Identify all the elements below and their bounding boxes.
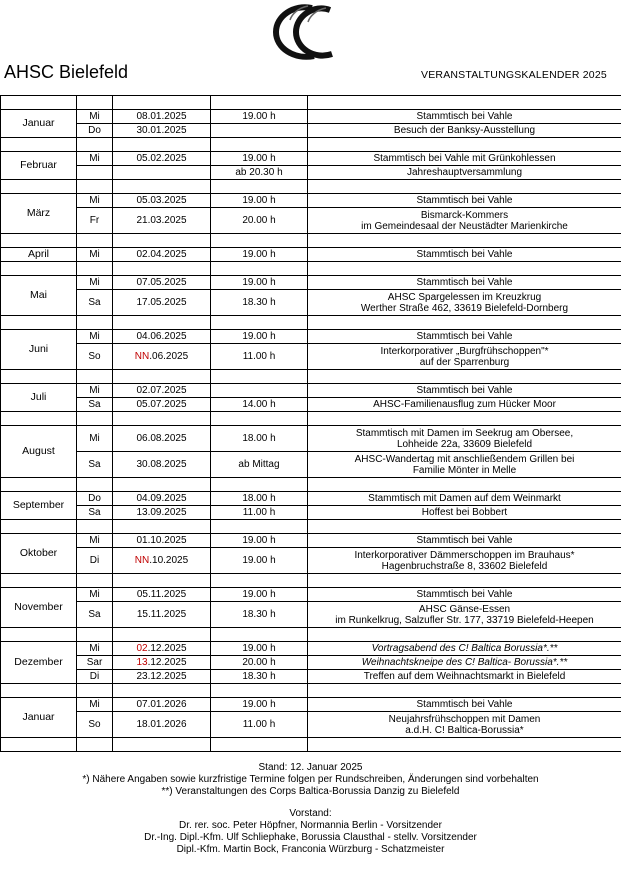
event-line: Interkorporativer Dämmerschoppen im Brauhaus* [354,549,575,561]
event-row [1,602,621,628]
weekday-cell [77,166,113,180]
event-line: auf der Sparrenburg [419,356,510,368]
weekday-cell: Do [77,124,113,138]
date-text: 05.11.2025 [136,589,187,600]
event-row [1,344,621,370]
date-cell [113,398,211,412]
event-row [1,698,621,712]
spacer-row [1,262,621,276]
weekday-cell: Mi [77,642,113,656]
board-member: Dr. rer. soc. Peter Höpfner, Normannia Berlin - Vorsitzender [179,820,442,831]
event-cell [308,642,621,656]
time-cell [211,124,308,138]
month-label: August [1,426,77,478]
event-row [1,506,621,520]
time-cell: 20.00 h [211,656,308,670]
time-cell: 19.00 h [211,548,308,574]
date-text: 01.10.2025 [136,535,187,546]
event-row [1,712,621,738]
date-cell [113,110,211,124]
date-text: 02.07.2025 [136,385,187,396]
event-cell [308,290,621,316]
date-text: 17.05.2025 [136,297,187,308]
spacer-row [1,234,621,248]
weekday-cell: Mi [77,698,113,712]
event-line: Stammtisch bei Vahle [416,589,513,600]
date-placeholder: NN [134,555,150,566]
weekday-cell: So [77,344,113,370]
spacer-row [1,478,621,492]
time-cell: 18.30 h [211,290,308,316]
event-line: Besuch der Banksy-Ausstellung [393,125,536,136]
event-line: Stammtisch bei Vahle mit Grünkohlessen [373,153,556,164]
weekday-cell: Mi [77,110,113,124]
date-text: 30.01.2025 [136,125,187,136]
date-text: 02.04.2025 [136,249,187,260]
date-text: 07.05.2025 [136,277,187,288]
time-cell: 20.00 h [211,208,308,234]
time-cell: 11.00 h [211,344,308,370]
date-cell [113,698,211,712]
event-line: AHSC-Familienausflug zum Hücker Moor [373,399,556,410]
time-cell: ab 20.30 h [211,166,308,180]
date-text: 06.08.2025 [136,433,187,444]
event-cell [308,534,621,548]
event-cell [308,670,621,684]
event-row [1,276,621,290]
weekday-cell: Mi [77,276,113,290]
spacer-row [1,520,621,534]
date-cell [113,384,211,398]
event-row [1,208,621,234]
date-text: .10.2025 [149,555,189,566]
event-row [1,110,621,124]
event-line: Stammtisch bei Vahle [416,111,513,122]
date-placeholder: 13 [136,657,148,668]
footer [0,762,621,856]
date-text: 08.01.2025 [136,111,187,122]
date-cell [113,712,211,738]
event-row [1,548,621,574]
weekday-cell: Sa [77,602,113,628]
event-row [1,588,621,602]
time-cell: 18.30 h [211,670,308,684]
weekday-cell: Sa [77,506,113,520]
weekday-cell: Sa [77,398,113,412]
month-label: Juli [1,384,77,412]
time-cell: 18.00 h [211,426,308,452]
date-text: 05.07.2025 [136,399,187,410]
spacer-row [1,316,621,330]
event-line: Interkorporativer „Burgfrühschoppen"* [380,345,549,357]
date-cell [113,642,211,656]
weekday-cell: Sar [77,656,113,670]
date-cell [113,124,211,138]
date-text: 30.08.2025 [136,459,187,470]
event-cell [308,166,621,180]
date-cell [113,344,211,370]
spacer-row [1,738,621,752]
event-row [1,330,621,344]
date-text: 04.06.2025 [136,331,187,342]
date-text: 07.01.2026 [136,699,187,710]
date-cell [113,588,211,602]
spacer-row [1,370,621,384]
event-row [1,534,621,548]
event-line: AHSC Gänse-Essen [418,603,511,615]
date-cell [113,492,211,506]
time-cell: 19.00 h [211,152,308,166]
events-calendar-table [0,95,621,752]
event-line: Weihnachtskneipe des C! Baltica- Borussia*.** [361,657,568,668]
event-cell [308,248,621,262]
date-text: 18.01.2026 [136,719,187,730]
date-text: 04.09.2025 [136,493,187,504]
month-label: Mai [1,276,77,316]
spacer-row [1,96,621,110]
event-line: Stammtisch bei Vahle [416,385,513,396]
month-label: Oktober [1,534,77,574]
event-line: Neujahrsfrühschoppen mit Damen [388,713,541,725]
event-row [1,152,621,166]
weekday-cell: Mi [77,152,113,166]
date-text: 05.02.2025 [136,153,187,164]
org-title: AHSC Bielefeld [4,62,129,82]
event-row [1,290,621,316]
weekday-cell: Sa [77,290,113,316]
calendar-title: VERANSTALTUNGSKALENDER 2025 [421,69,607,81]
weekday-cell: Mi [77,248,113,262]
event-row [1,642,621,656]
date-cell [113,548,211,574]
weekday-cell: Sa [77,452,113,478]
date-text: 15.11.2025 [136,609,187,620]
date-cell [113,208,211,234]
footnote-1: *) Nähere Angaben sowie kurzfristige Termine folgen per Rundschreiben, Änderungen sind vorbehalten [82,774,539,785]
date-text: 05.03.2025 [136,195,187,206]
date-cell [113,330,211,344]
event-row [1,656,621,670]
month-label: Juni [1,330,77,370]
event-cell [308,712,621,738]
event-row [1,248,621,262]
event-cell [308,698,621,712]
date-text: .06.2025 [149,351,189,362]
date-placeholder: 02 [136,643,148,654]
time-cell: 11.00 h [211,712,308,738]
event-line: Stammtisch bei Vahle [416,535,513,546]
event-line: Stammtisch bei Vahle [416,699,513,710]
date-placeholder: NN [134,351,150,362]
date-cell [113,290,211,316]
date-cell [113,452,211,478]
event-cell [308,656,621,670]
time-cell: 19.00 h [211,330,308,344]
date-cell [113,656,211,670]
date-text: .12.2025 [147,657,187,668]
event-row [1,492,621,506]
time-cell: 14.00 h [211,398,308,412]
event-line: Familie Mönter in Melle [412,464,517,476]
month-label: Februar [1,152,77,180]
event-row [1,124,621,138]
event-line: Vortragsabend des C! Baltica Borussia*.** [371,643,558,654]
board-heading: Vorstand: [289,808,332,819]
event-row [1,384,621,398]
time-cell: 19.00 h [211,642,308,656]
weekday-cell: Mi [77,534,113,548]
weekday-cell: Mi [77,194,113,208]
date-cell [113,602,211,628]
date-text: 13.09.2025 [136,507,187,518]
event-cell [308,124,621,138]
event-cell [308,426,621,452]
event-line: a.d.H. C! Baltica-Borussia* [405,724,524,736]
event-line: Treffen auf dem Weihnachtsmarkt in Bielefeld [363,671,566,682]
event-line: Hoffest bei Bobbert [421,507,508,518]
time-cell: 18.00 h [211,492,308,506]
weekday-cell: Mi [77,384,113,398]
time-cell [211,384,308,398]
event-cell [308,492,621,506]
weekday-cell: Fr [77,208,113,234]
weekday-cell: Mi [77,588,113,602]
weekday-cell: Do [77,492,113,506]
event-line: im Gemeindesaal der Neustädter Marienkirche [361,220,568,232]
time-cell: ab Mittag [211,452,308,478]
date-text: .12.2025 [147,643,187,654]
event-line: Jahreshauptversammlung [406,167,523,178]
date-cell [113,534,211,548]
event-cell [308,110,621,124]
time-cell: 19.00 h [211,276,308,290]
event-line: AHSC Spargelessen im Kreuzkrug [387,291,542,303]
event-line: Stammtisch bei Vahle [416,195,513,206]
date-cell [113,276,211,290]
event-row [1,194,621,208]
date-text: 23.12.2025 [136,671,187,682]
date-cell [113,670,211,684]
event-cell [308,452,621,478]
date-text: 21.03.2025 [136,215,187,226]
event-row [1,670,621,684]
spacer-row [1,412,621,426]
event-row [1,452,621,478]
event-cell [308,398,621,412]
corps-logo [268,2,342,62]
event-cell [308,194,621,208]
event-cell [308,276,621,290]
event-cell [308,506,621,520]
month-label: April [1,248,77,262]
time-cell: 19.00 h [211,534,308,548]
time-cell: 19.00 h [211,110,308,124]
event-line: Stammtisch bei Vahle [416,331,513,342]
event-cell [308,208,621,234]
event-row [1,426,621,452]
date-cell [113,194,211,208]
month-label: Januar [1,110,77,138]
event-line: Bismarck-Kommers [420,209,509,221]
event-cell [308,602,621,628]
date-cell [113,166,211,180]
spacer-row [1,628,621,642]
event-line: Werther Straße 462, 33619 Bielefeld-Dornberg [360,302,569,314]
event-cell [308,588,621,602]
date-cell [113,426,211,452]
event-line: Stammtisch bei Vahle [416,249,513,260]
time-cell: 19.00 h [211,698,308,712]
time-cell: 18.30 h [211,602,308,628]
time-cell: 19.00 h [211,194,308,208]
weekday-cell: So [77,712,113,738]
date-cell [113,506,211,520]
weekday-cell: Mi [77,426,113,452]
spacer-row [1,138,621,152]
event-line: Stammtisch bei Vahle [416,277,513,288]
date-cell [113,152,211,166]
footnote-2: **) Veranstaltungen des Corps Baltica-Borussia Danzig zu Bielefeld [161,786,460,797]
event-cell [308,330,621,344]
event-line: Stammtisch mit Damen auf dem Weinmarkt [368,493,561,504]
event-line: AHSC-Wandertag mit anschließendem Grillen bei [354,453,575,465]
time-cell: 19.00 h [211,588,308,602]
month-label: Dezember [1,642,77,684]
weekday-cell: Mi [77,330,113,344]
stand-date: Stand: 12. Januar 2025 [258,762,363,773]
month-label: Januar [1,698,77,738]
month-label: März [1,194,77,234]
event-line: im Runkelkrug, Salzufler Str. 177, 33719 Bielefeld-Heepen [335,614,594,626]
time-cell: 11.00 h [211,506,308,520]
weekday-cell: Di [77,670,113,684]
event-cell [308,152,621,166]
event-row [1,166,621,180]
month-label: September [1,492,77,520]
spacer-row [1,574,621,588]
date-cell [113,248,211,262]
weekday-cell: Di [77,548,113,574]
event-cell [308,384,621,398]
spacer-row [1,684,621,698]
event-cell [308,344,621,370]
board-member: Dr.-Ing. Dipl.-Kfm. Ulf Schliephake, Borussia Clausthal - stellv. Vorsitzender [144,832,477,843]
event-row [1,398,621,412]
event-line: Stammtisch mit Damen im Seekrug am Obersee, [355,427,574,439]
event-line: Lohheide 22a, 33609 Bielefeld [396,438,533,450]
month-label: November [1,588,77,628]
board-member: Dipl.-Kfm. Martin Bock, Franconia Würzburg - Schatzmeister [176,844,445,855]
time-cell: 19.00 h [211,248,308,262]
event-cell [308,548,621,574]
event-line: Hagenbruchstraße 8, 33602 Bielefeld [381,560,548,572]
spacer-row [1,180,621,194]
